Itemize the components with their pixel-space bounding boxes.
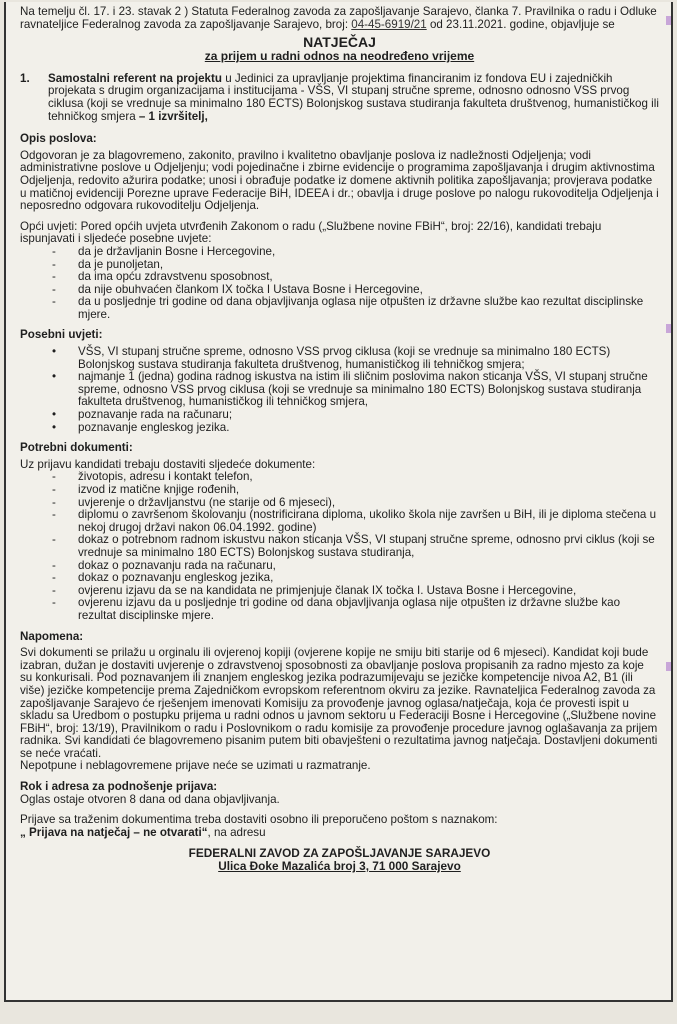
list-item: - da u posljednje tri godine od dana objavljivanja oglasa nije otpušten iz državne službe kao rezultat disciplinske mjere. (52, 295, 644, 321)
list-item: - da je državljanin Bosne i Hercegovine, (52, 244, 276, 258)
position-count: – 1 izvršitelj, (135, 109, 208, 123)
margin-mark (666, 662, 671, 671)
opis-text: Odgovoran je za blagovremeno, zakonito, pravilno i kvalitetno obavljanje poslova iz nadležnosti Odjeljenja; vodi administrativne poslove u Odjeljenju; vodi pojedinačne i zbirne evidencije o programima zapošljavanja i drugim aktivnostima Odjeljenja, redovito ažurira podatke; unosi i obrađuje podatke iz domene aktivnih politika zapošljavanja; provjerava podatke u matičnoj evidenciji Porezne uprave Federacije BiH, IDEEA i dr.; obavlja i druge poslove po nalogu rukovoditelja Odjeljenja i neposredno odgovara rukovoditelju Odjeljenja. (20, 148, 659, 213)
list-item: • poznavanje engleskog jezika. (52, 420, 230, 434)
list-item: - da ima opću zdravstvenu sposobnost, (52, 270, 273, 284)
address-institution: FEDERALNI ZAVOD ZA ZAPOŠLJAVANJE SARAJEVO (188, 846, 491, 861)
list-item: - da nije obuhvaćen člankom IX točka I Ustava Bosne i Hercegovine, (52, 282, 423, 296)
intro-paragraph (20, 6, 659, 31)
prijave-after: , na adresu (207, 825, 266, 839)
job-notice-page (4, 2, 673, 1002)
address-street: Ulica Đoke Mazalića broj 3, 71 000 Sarajevo (218, 859, 461, 874)
list-item: - životopis, adresu i kontakt telefon, (52, 470, 253, 484)
list-item: - dokaz o poznavanju engleskog jezika, (52, 571, 274, 585)
list-item: - diplomu o završenom školovanju (nostrificirana diploma, ukoliko škola nije završen u BiH, ili je diploma stečena u nekoj drugoj državi nakon 06.04.1992. godine) (52, 508, 657, 534)
list-item: - uvjerenje o državljanstvu (ne starije od 6 mjeseci), (52, 495, 336, 509)
list-item: - dokaz o potrebnom radnom iskustvu nakon sticanja VŠS, VI stupanj stručne spreme, odnosno prvi ciklus (koji se vrednuje sa minimalno 180 ECTS) Bolonjskog sustava studiranja, (52, 533, 655, 559)
margin-mark (666, 16, 671, 25)
prijave-paragraph (20, 814, 659, 839)
opis-heading: Opis poslova: (20, 132, 97, 146)
position-number: 1. (20, 71, 30, 85)
prijave-marker: „ Prijava na natječaj – ne otvarati“ (20, 825, 208, 839)
napomena-last: Nepotpune i neblagovremene prijave neće se uzimati u razmatranje. (20, 759, 371, 773)
rok-heading: Rok i adresa za podnošenje prijava: (20, 780, 218, 794)
position-description: u Jedinici za upravljanje projektima financiranim iz fondova EU i zajedničkih projekata s drugim organizacijama i institucijama - VŠS, VI stupanj stručne spreme, odnosno odnosno VSS prvog ciklusa (koji se vrednuje sa minimalno 180 ECTS) Bolonjskog sustava studiranja fakulteta društvenog, humanističkog ili tehničkog smjera (48, 71, 659, 123)
notice-title: NATJEČAJ (303, 34, 376, 51)
notice-subtitle: za prijem u radni odnos na neodređeno vrijeme (204, 49, 475, 64)
dokumenti-heading: Potrebni dokumenti: (20, 441, 133, 455)
list-item: - dokaz o poznavanju rada na računaru, (52, 558, 276, 572)
opci-uvjeti-list (20, 246, 659, 322)
margin-mark (666, 324, 671, 333)
posebni-heading: Posebni uvjeti: (20, 328, 103, 342)
list-item: - da je punoljetan, (52, 257, 164, 271)
list-item: - izvod iz matične knjige rođenih, (52, 483, 240, 496)
posebni-uvjeti-list (20, 346, 659, 434)
decision-reference: 04-45-6919/21 (351, 17, 427, 31)
list-item: - ovjerenu izjavu da u posljednje tri godine od dana objavljivanja oglasa nije otpušten iz državne službe kao rezultat disciplinske mjere. (52, 596, 621, 622)
list-item: - ovjerenu izjavu da se na kandidata ne primjenjuje članak IX točka I. Ustava Bosne i Hercegovine, (52, 583, 577, 597)
position-item (20, 73, 659, 123)
list-item: • poznavanje rada na računaru; (52, 408, 233, 422)
intro-text-end: od 23.11.2021. godine, objavljuje se (429, 17, 615, 31)
list-item: • najmanje 1 (jedna) godina radnog iskustva na istim ili sličnim poslovima nakon sticanja VŠS, VI stupanj stručne spreme, odnosno VSS prvog ciklusa (koji se vrednuje sa minimalno 180 ECTS) Bolonjskog sustava studiranja fakulteta društvenog, humanističkog ili tehničkog smjera, (52, 370, 648, 409)
dokumenti-list (20, 471, 659, 622)
prijave-text: Prijave sa traženim dokumentima treba dostaviti osobno ili preporučeno poštom s naznakom: (20, 813, 498, 827)
intro-text: Na temelju čl. 17. i 23. stavak 2 ) Statuta Federalnog zavoda za zapošljavanje Sarajevo, članka 7. Pravilnika o radu i Odluke ravnateljice Federalnog zavoda za zapošljavanje Sarajevo, broj: (20, 5, 657, 31)
napomena-heading: Napomena: (20, 629, 84, 643)
opci-uvjeti-text: Opći uvjeti: Pored općih uvjeta utvrđenih Zakonom o radu („Službene novine FBiH“, broj: 22/16), kandidati trebaju ispunjavati i sljedeće posebne uvjete: (20, 219, 602, 246)
dokumenti-lead: Uz prijavu kandidati trebaju dostaviti sljedeće dokumente: (20, 457, 316, 471)
rok-text: Oglas ostaje otvoren 8 dana od dana objavljivanja. (20, 792, 280, 806)
position-name: Samostalni referent na projektu (48, 71, 222, 85)
list-item: • VŠS, VI stupanj stručne spreme, odnosno VSS prvog ciklusa (koji se vrednuje sa minimalno 180 ECTS) Bolonjskog sustava studiranja fakulteta društvenog, humanističkog ili tehničkog smjera; (52, 345, 611, 371)
napomena-text: Svi dokumenti se prilažu u orginalu ili ovjerenoj kopiji (ovjerene kopije ne smiju biti starije od 6 mjeseci). Kandidat koji bude izabran, dužan je dostaviti uvjerenje o zdravstvenoj sposobnosti za obavljanje poslova propisanih za radno mjesto za koje su konkurisali. Pod poznavanjem ili znanjem engleskog jezika podrazumijevaju se jezičke kompetencije nivoa A2, B1 (ili više) jezičke kompetencije prema Zajedničkom evropskom referentnom okviru za jezike. Ravnateljica Federalnog zavoda za zapošljavanje Sarajevo će rješenjem imenovati Komisiju za provođenje javnog oglasa/natječaja, koja će provesti ispit u skladu sa Uredbom o postupku prijema u radni odnos u javnom sektoru u Federaciji Bosne i Hercegovine („Službene novine FBiH“, broj: 13/19), Pravilnikom o radu i Poslovnikom o radu komisije za provođenje procedure javnog oglašavanja za prijem radnika. Svi kandidati će blagovremeno pisanim putem biti obavješteni o rezultatima javnog natječaja. Dostavljeni dokumenti se neće vraćati. (20, 646, 658, 760)
